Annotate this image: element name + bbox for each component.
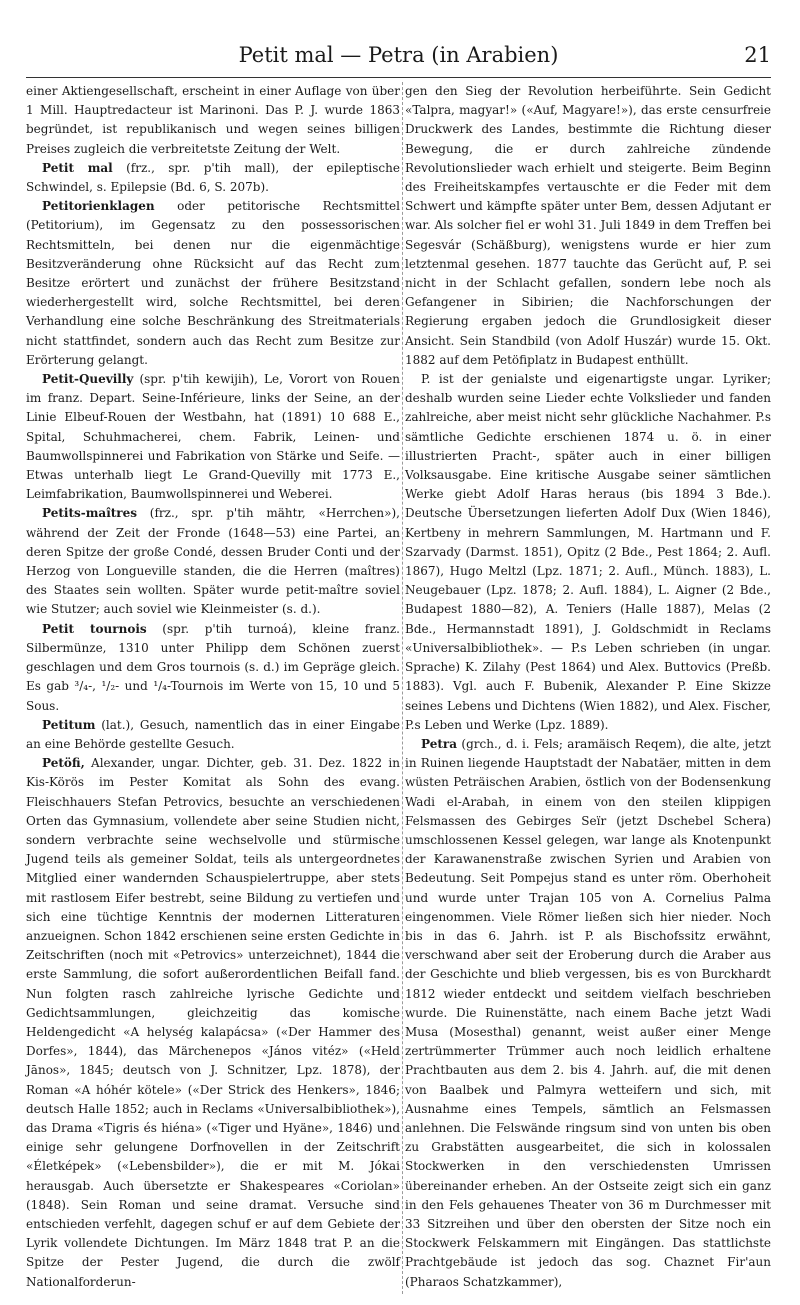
entry-petit-quevilly [26,370,400,504]
entry-petits-maitres [26,504,400,619]
entry-petit-tournois [26,620,400,716]
entry-petofi [26,754,400,1292]
entry-headword: Petra [421,736,457,751]
entry-petit-mal [26,159,400,197]
entry-text: P. ist der genialste und eigenartigste ungar. Lyriker; deshalb wurden seine Lieder echte Volkslieder und fanden zahlreiche, aber meist nicht sehr glückliche Nachahmer. P.s sämtliche Gedichte erschienen 1874 u. ö. in einer illustrierten Pracht-, später auch in einer billigen Volksausgabe. Eine kritische Ausgabe seiner sämtlichen Werke giebt Adolf Haras heraus (bis 1894 3 Bde.). Deutsche Übersetzungen lieferten Adolf Dux (Wien 1846), Kertbeny in mehrern Sammlungen, M. Hartmann und F. Szarvady (Darmst. 1851), Opitz (2 Bde., Pest 1864; 2. Aufl. 1867), Hugo Meltzl (Lpz. 1871; 2. Aufl., Münch. 1883), L. Neugebauer (Lpz. 1878; 2. Aufl. 1884), L. Aigner (2 Bde., Budapest 1880—82), A. Teniers (Halle 1887), Melas (2 Bde., Hermannstadt 1891), J. Goldschmidt in Reclams «Universalbibliothek». — P.s Leben schrieben (in ungar. Sprache) K. Zilahy (Pest 1864) und Alex. Buttovics (Preßb. 1883). Vgl. auch F. Bubenik, Alexander P. Eine Skizze seines Lebens und Dichtens (Wien 1882), und Alex. Fischer, P.s Leben und Werke (Lpz. 1889). [405,372,771,732]
entry-petitorienklagen [26,197,400,370]
entry-text: oder petitorische Rechtsmittel (Petitorium), im Gegensatz zu den possessorischen Rechtsmitteln, bei denen nur die eigenmächtige Besitzveränderung ohne Rücksicht auf das Recht zum Besitze erörtert und zunächst der frühere Besitzstand wiederhergestellt wird, solche Rechtsmittel, bei deren Verhandlung eine solche Beschränkung des Streitmaterials nicht stattfindet, sondern auch das Recht zum Besitze zur Erörterung gelangt. [26,199,400,367]
entry-headword: Petit tournois [42,621,147,636]
entry-text: gen den Sieg der Revolution herbeiführte. Sein Gedicht «Talpra, magyar!» («Auf, Magyare!»), das erste censurfreie Druckwerk des Landes, bestimmte die Richtung dieser Bewegung, die er durch zahlreiche zündende Revolutionslieder wach erhielt und steigerte. Beim Beginn des Freiheitskampfes vertauschte er die Feder mit dem Schwert und kämpfte später unter Bem, dessen Adjutant er war. Als solcher fiel er wohl 31. Juli 1849 in dem Treffen bei Segesvár (Schäßburg), wenigstens wurde er hier zum letztenmal gesehen. 1877 tauchte das Gerücht auf, P. sei nicht in der Schlacht gefallen, sondern lebe noch als Gefangener in Sibirien; die Nachforschungen der Regierung ergaben jedoch die Grundlosigkeit dieser Ansicht. Sein Standbild (von Adolf Huszár) wurde 15. Okt. 1882 auf dem Petöfiplatz in Budapest enthüllt. [405,84,771,367]
entry-continuation [405,82,771,370]
entry-text: (lat.), Gesuch, namentlich das in einer Eingabe an eine Behörde gestellte Gesuch. [26,717,400,751]
entry-text: (spr. p'tih turnoá), kleine franz. Silbermünze, 1310 unter Philipp dem Schönen zuerst geschlagen und dem Gros tournois (s. d.) im Gepräge gleich. Es gab ³/₄-, ¹/₂- und ¹/₄-Tournois im Werte von 15, 10 und 5 Sous. [26,621,400,713]
right-column [405,82,771,1292]
entry-headword: Petit-Quevilly [42,372,134,387]
header-rule [26,77,771,78]
column-divider [402,82,403,1294]
page-number: 21 [744,43,771,67]
entry-headword: Petitum [42,717,96,732]
entry-continuation [26,82,400,159]
entry-text: (frz., spr. p'tih mall), der epileptische Schwindel, s. Epilepsie (Bd. 6, S. 207b). [26,160,400,195]
entry-text: (spr. p'tih kewijih), Le, Vorort von Rouen im franz. Depart. Seine-Inférieure, links der Seine, an der Linie Elbeuf-Rouen der Westbahn, hat (1891) 10 688 E., Spital, Schuhmacherei, chem. Fabrik, Leinen- und Baumwollspinnerei und Fabrikation von Stärke und Seife. — Etwas unterhalb liegt Le Grand-Quevilly mit 1773 E., Leimfabrikation, Baumwollspinnerei und Weberei. [26,372,400,502]
entry-headword: Petit mal [42,160,113,175]
entry-text: (frz., spr. p'tih mähtr, «Herrchen»), während der Zeit der Fronde (1648—53) eine Partei, an deren Spitze der große Condé, dessen Bruder Conti und der Herzog von Longueville standen, die die Herren (maîtres) des Staates sein wollten. Später wurde petit-maître soviel wie Stutzer; auch soviel wie Kleinmeister (s. d.). [26,506,400,617]
entry-petra [405,735,771,1292]
page-header [26,38,771,72]
left-column [26,82,400,1292]
entry-headword: Petöfi, [42,756,85,771]
entry-headword: Petits-maîtres [42,506,138,521]
entry-text: einer Aktiengesellschaft, erscheint in einer Auflage von über 1 Mill. Hauptredacteur ist Marinoni. Das P. J. wurde 1863 begründet, ist republikanisch und wegen seines billigen Preises zugleich die verbreitetste Zeitung der Welt. [26,84,400,156]
entry-headword: Petitorienklagen [42,199,155,214]
entry-petitum [26,716,400,754]
entry-text: (grch., d. i. Fels; aramäisch Reqem), die alte, jetzt in Ruinen liegende Hauptstadt der Nabatäer, mitten in dem wüsten Peträischen Arabien, östlich von der Bodensenkung Wadi el-Arabah, in einem von den steilen klippigen Felsmassen des Gebirges Seïr (jetzt Dschebel Schera) umschlossenen Kessel gelegen, war lange als Knotenpunkt der Karawanenstraße zwischen Syrien und Arabien von Bedeutung. Seit Pompejus stand es unter röm. Oberhoheit und wurde unter Trajan 105 von A. Cornelius Palma eingenommen. Viele Römer ließen sich hier nieder. Noch bis in das 6. Jahrh. ist P. als Bischofssitz erwähnt, verschwand aber seit der Eroberung durch die Araber aus der Geschichte und blieb vergessen, bis es von Burckhardt 1812 wieder entdeckt und seitdem vielfach beschrieben wurde. Die Ruinenstätte, nach einem Bache jetzt Wadi Musa (Mosesthal) genannt, weist außer einer Menge zertrümmerter Trümmer auch noch leidlich erhaltene Prachtbauten aus dem 2. bis 4. Jahrh. auf, die mit denen von Baalbek und Palmyra wetteifern und sich, mit Ausnahme eines Tempels, sämtlich an Felsmassen anlehnen. Die Felswände ringsum sind von unten bis oben zu Grabstätten ausgearbeitet, die sich in kolossalen Stockwerken in den verschiedensten Umrissen übereinander erheben. An der Ostseite zeigt sich ein ganz in den Fels gehauenes Theater von 36 m Durchmesser mit 33 Sitzreihen und über den obersten der Sitze noch ein Stockwerk Felskammern mit Eingängen. Das stattlichste Prachtgebäude ist jedoch das sog. Chaznet Fir'aun (Pharaos Schatzkammer), [405,736,771,1289]
running-title: Petit mal — Petra (in Arabien) [238,43,559,67]
entry-paragraph [405,370,771,735]
entry-text: Alexander, ungar. Dichter, geb. 31. Dez. 1822 in Kis-Körös im Pester Komitat als Sohn des evang. Fleischhauers Stefan Petrovics, besuchte an verschiedenen Orten das Gymnasium, vollendete aber seine Studien nicht, sondern verbrachte seine wechselvolle und stürmische Jugend teils als gemeiner Soldat, teils als untergeordnetes Mitglied einer wandernden Schauspielertruppe, aber stets mit rastlosem Eifer bestrebt, seine Bildung zu vertiefen und sich eine tüchtige Kenntnis der modernen Litteraturen anzueignen. Schon 1842 erschienen seine ersten Gedichte in Zeitschriften (noch mit «Petrovics» unterzeichnet), 1844 die erste Sammlung, die sofort außerordentlichen Beifall fand. Nun folgten rasch zahlreiche lyrische Gedichte und Gedichtsammlungen, gleichzeitig das komische Heldengedicht «A helység kalapácsa» («Der Hammer des Dorfes», 1844), das Märchenepos «János vitéz» («Held Jānos», 1845; deutsch von J. Schnitzer, Lpz. 1878), der Roman «A hóhér kötele» («Der Strick des Henkers», 1846; deutsch Halle 1852; auch in Reclams «Universalbibliothek»), das Drama «Tigris és hiéna» («Tiger und Hyäne», 1846) und einige sehr gelungene Dorfnovellen in der Zeitschrift «Életképek» («Lebensbilder»), die er mit M. Jókai herausgab. Auch übersetzte er Shakespeares «Coriolan» (1848). Sein Roman und seine dramat. Versuche sind entschieden verfehlt, dagegen schuf er auf dem Gebiete der Lyrik vollendete Dichtungen. Im März 1848 trat P. an die Spitze der Pester Jugend, die durch die zwölf Nationalforderun- [26,756,400,1289]
